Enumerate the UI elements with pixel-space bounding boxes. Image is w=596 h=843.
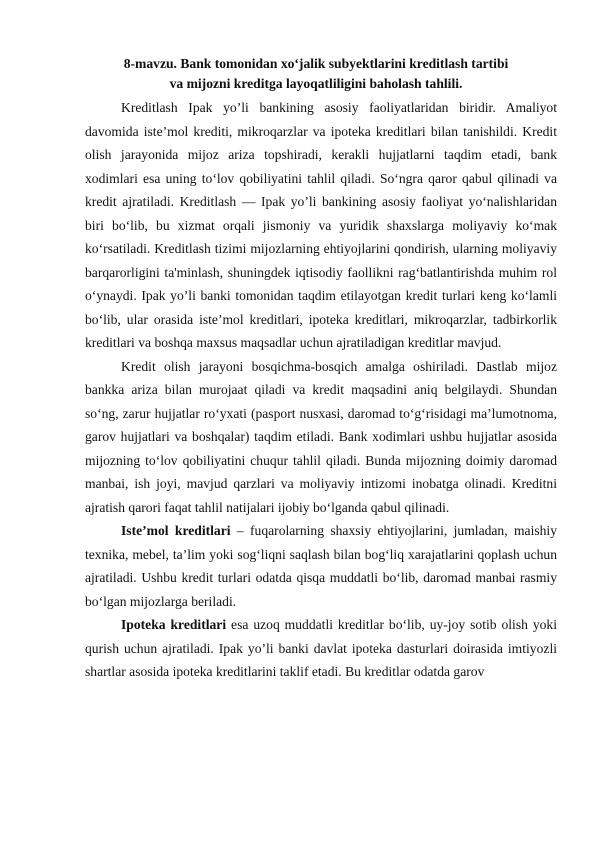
title-line-2: va mijozni kreditga layoqatliligini baholash tahlili. [169,76,463,91]
document-body [85,96,557,684]
paragraph-ipoteka [85,613,557,684]
term-ipoteka-kreditlari: Ipoteka kreditlari [121,617,227,632]
paragraph-kreditlash [85,96,557,355]
paragraph-text: esa uzoq muddatli kreditlar bo‘lib, uy-joy sotib olish yoki qurish uchun ajratiladi. Ipak yo’li banki davlat ipoteka dasturlari doirasida imtiyozli shartlar asosida ipoteka kreditlarini taklif etadi. Bu kreditlar odatda garov [85,617,557,679]
paragraph-text: – fuqarolarning shaxsiy ehtiyojlarini, jumladan, maishiy texnika, mebel, ta’lim yoki sog‘liqni saqlash bilan bog‘liq xarajatlarini qoplash uchun ajratiladi. Ushbu kredit turlari odatda qisqa muddatli bo‘lib, daromad manbai rasmiy bo‘lgan mijozlarga beriladi. [85,523,558,609]
paragraph-kredit-olish [85,355,557,520]
paragraph-text: Kreditlash Ipak yo’li bankining asosiy faoliyatlaridan biridir. Amaliyot davomida iste’mol krediti, mikroqarzlar va ipoteka kreditlari bilan tanishildi. Kredit olish jarayonida mijoz ariza topshiradi, kerakli hujjatlarni taqdim etadi, bank xodimlari esa uning to‘lov qobiliyatini tahlil qiladi. So‘ngra qaror qabul qilinadi va kredit ajratiladi. Kreditlash — Ipak yo’li bankining asosiy faoliyat yo‘nalishlaridan biri bo‘lib, bu xizmat orqali jismoniy va yuridik shaxslarga moliyaviy ko‘mak ko‘rsatiladi. Kreditlash tizimi mijozlarning ehtiyojlarini qondirish, ularning moliyaviy barqarorligini ta'minlash, shuningdek iqtisodiy faollikni rag‘batlantirishda muhim rol o‘ynaydi. Ipak yo’li banki tomonidan taqdim etilayotgan kredit turlari keng ko‘lamli bo‘lib, ular orasida iste’mol kreditlari, ipoteka kreditlari, mikroqarzlar, tadbirkorlik kreditlari va boshqa maxsus maqsadlar uchun ajratiladigan kreditlar mavjud. [85,100,557,350]
paragraph-text: Kredit olish jarayoni bosqichma-bosqich amalga oshiriladi. Dastlab mijoz bankka ariza bilan murojaat qiladi va kredit maqsadini aniq belgilaydi. Shundan so‘ng, zarur hujjatlar ro‘yxati (pasport nusxasi, daromad to‘g‘risidagi ma’lumotnoma, garov hujjatlari va boshqalar) taqdim etiladi. Bank xodimlari ushbu hujjatlar asosida mijozning to‘lov qobiliyatini chuqur tahlil qiladi. Bunda mijozning doimiy daromad manbai, ish joyi, mavjud qarzlari va moliyaviy intizomi inobatga olinadi. Kreditni ajratish qarori faqat tahlil natijalari ijobiy bo‘lganda qabul qilinadi. [85,358,557,515]
term-istemol-kreditlari: Iste’mol kreditlari [121,523,231,538]
title-line-1: 8-mavzu. Bank tomonidan xo‘jalik subyektlarini kreditlash tartibi [123,56,509,71]
paragraph-istemol [85,519,557,613]
page-title [96,54,536,94]
